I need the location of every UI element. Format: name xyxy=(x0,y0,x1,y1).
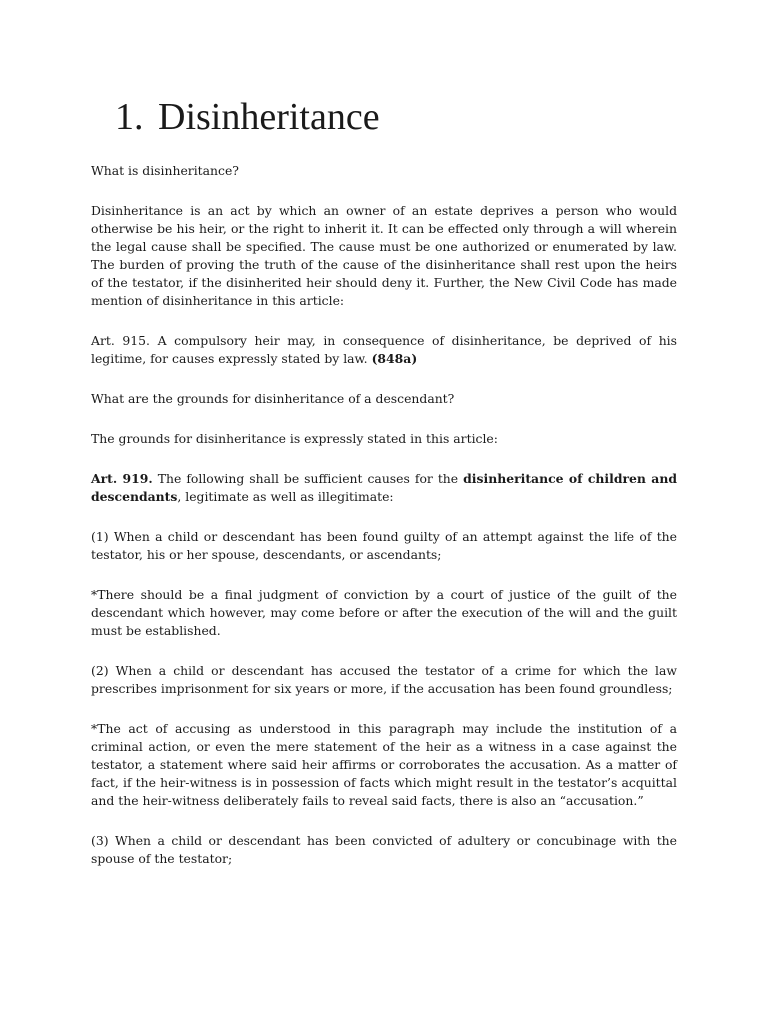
definition-paragraph: Disinheritance is an act by which an owner of an estate deprives a person who would otherwise be his heir, or the right to inherit it. It can be effected only through a will wherein the legal cause shall be specified. The cause must be one authorized or enumerated by law. The burden of proving the truth of the cause of the disinheritance shall rest upon the heirs of the testator, if the disinherited heir should deny it. Further, the New Civil Code has made mention of disinheritance in this article: xyxy=(91,203,677,308)
ground-item-3-text: When a child or descendant has been convicted of adultery or concubinage with the spouse of the testator; xyxy=(91,833,677,866)
ground-item-2-text: When a child or descendant has accused the testator of a crime for which the law prescribes imprisonment for six years or more, if the accusation has been found groundless; xyxy=(91,663,677,696)
question-what-is-disinheritance: What is disinheritance? xyxy=(91,163,239,178)
ground-item-1-text: When a child or descendant has been found guilty of an attempt against the life of the testator, his or her spouse, descendants, or ascendants; xyxy=(91,529,677,562)
article-919-paragraph xyxy=(91,470,677,506)
section-title: Disinheritance xyxy=(158,96,380,138)
note-item-1: *There should be a final judgment of conviction by a court of justice of the guilt of the descendant which however, may come before or after the execution of the will and the guilt must be established. xyxy=(91,587,677,638)
section-heading xyxy=(115,93,380,141)
ground-item-2-number: (2) xyxy=(91,663,109,678)
note-item-2: *The act of accusing as understood in this paragraph may include the institution of a criminal action, or even the mere statement of the heir as a witness in a case against the testator, a statement where said heir affirms or corroborates the accusation. As a matter of fact, if the heir-witness is in possession of facts which might result in the testator’s acquittal and the heir-witness deliberately fails to reveal said facts, there is also an “accusation.” xyxy=(91,721,677,808)
article-919-text-b: , legitimate as well as illegitimate: xyxy=(177,489,394,504)
article-915-text: Art. 915. A compulsory heir may, in consequence of disinheritance, be deprived of his legitime, for causes expressly stated by law. xyxy=(91,333,677,366)
article-915-reference: (848a) xyxy=(371,351,418,366)
document-body xyxy=(91,162,677,890)
ground-item-1-number: (1) xyxy=(91,529,109,544)
ground-item-3-number: (3) xyxy=(91,833,109,848)
article-919-emphasis: disinheritance of children and descendants xyxy=(91,471,678,504)
article-919-label: Art. 919. xyxy=(91,471,153,486)
section-number: 1. xyxy=(115,96,144,138)
article-919-text-a: The following shall be sufficient causes for the xyxy=(152,471,464,486)
ground-item-1 xyxy=(91,528,677,564)
question-grounds-descendant: What are the grounds for disinheritance of a descendant? xyxy=(91,391,455,406)
article-915-paragraph xyxy=(91,332,677,368)
ground-item-2 xyxy=(91,662,677,698)
ground-item-3 xyxy=(91,832,677,868)
grounds-intro-paragraph: The grounds for disinheritance is expressly stated in this article: xyxy=(91,431,498,446)
